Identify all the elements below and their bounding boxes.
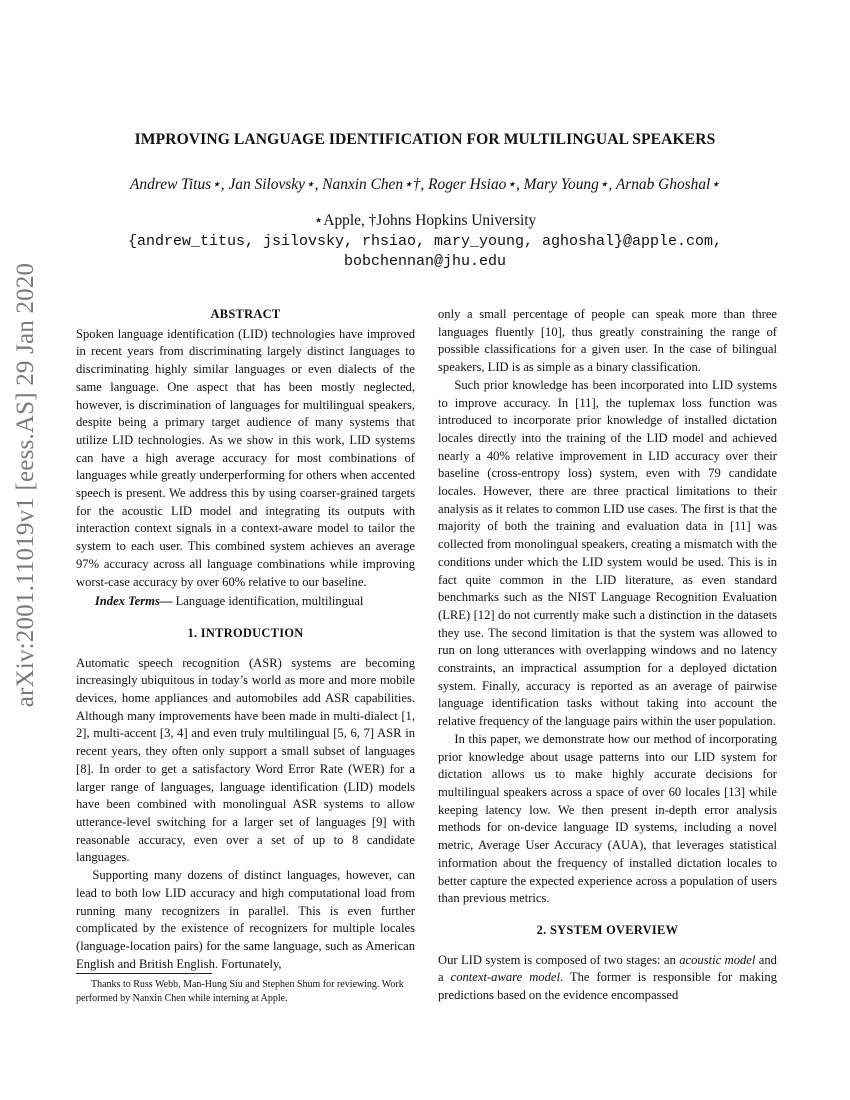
email-line-2: bobchennan@jhu.edu	[343, 253, 507, 270]
sys-text-a: Our LID system is composed of two stages: an	[438, 952, 680, 967]
email-line-1: {andrew_titus, jsilovsky, rhsiao, mary_young, aghoshal}@apple.com,	[127, 233, 723, 250]
system-overview-heading: 2. SYSTEM OVERVIEW	[536, 922, 679, 937]
paper-title: IMPROVING LANGUAGE IDENTIFICATION FOR MULTILINGUAL SPEAKERS	[134, 131, 716, 148]
sys-term-acoustic-model: acoustic model	[679, 952, 756, 967]
abstract-text: Spoken language identification (LID) technologies have improved in recent years from discriminating largely distinct languages to discriminating highly similar languages or even dialects of the same language. One aspect that has been mostly neglected, however, is discrimination of languages for multilingual speakers, despite being a primary target audience of many systems that utilize LID technologies. As we show in this work, LID systems can have a high average accuracy for most combinations of languages while greatly underperforming for others when accented speech is present. We address this by using coarser-grained targets for the acoustic LID model and integrating its outputs with interaction context signals in a context-aware model to tailor the system to each user. This combined system achieves an average 97% accuracy across all language combinations while improving worst-case accuracy by over 60% relative to our baseline.	[76, 326, 415, 589]
author-list: Andrew Titus⋆, Jan Silovsky⋆, Nanxin Chen⋆†, Roger Hsiao⋆, Mary Young⋆, Arnab Ghoshal⋆	[130, 176, 720, 193]
footnote: Thanks to Russ Webb, Man-Hung Siu and Stephen Shum for reviewing. Work performed by Nanxin Chen while interning at Apple.	[76, 979, 404, 1004]
index-terms-text: Language identification, multilingual	[175, 594, 364, 609]
sys-text-c: and a	[438, 952, 777, 985]
intro-paragraph-1: Automatic speech recognition (ASR) systems are becoming increasingly ubiquitous in today’s world as more and more mobile devices, home appliances and automobiles add ASR capabilities. Although many improvements have been made in multi-dialect [1, 2], multi-accent [3, 4] and even truly multilingual [5, 6, 7] ASR in recent years, they often only support a small subset of languages [8]. In order to get a satisfactory Word Error Rate (WER) for a larger range of languages, language identification (LID) models have been combined with monolingual ASR systems to allow utterance-level switching for a larger set of languages [9] with reasonable accuracy, even over a set of up to 8 candidate languages.	[76, 655, 415, 865]
left-column	[76, 306, 415, 973]
sys-text-e: . The former is responsible for making predictions based on the evidence encompassed	[438, 970, 777, 1003]
right-paragraph-1: only a small percentage of people can speak more than three languages fluently [10], thus greatly constraining the range of possible classifications for a given user. In the case of bilingual speakers, LID is as simple as a binary classification.	[438, 307, 777, 375]
sys-term-context-aware-model: context-aware model	[450, 970, 560, 985]
index-terms	[76, 593, 415, 611]
abstract-heading: ABSTRACT	[210, 307, 281, 321]
right-column	[438, 306, 777, 1005]
system-overview-paragraph	[438, 952, 777, 1005]
arxiv-stamp-text: arXiv:2001.11019v1 [eess.AS] 29 Jan 2020	[12, 262, 39, 708]
arxiv-stamp	[3, 262, 49, 708]
right-paragraph-2: Such prior knowledge has been incorporated into LID systems to improve accuracy. In [11], the tuplemax loss function was introduced to incorporate prior knowledge of installed dictation locales directly into the training of the LID model and achieved nearly a 40% relative improvement in LID accuracy over their baseline (cross-entropy loss) system, even with 79 candidate locales. However, there are three practical limitations to their analysis as it relates to common LID use cases. The first is that the majority of both the training and evaluation data in [11] was collected from monolingual speakers, creating a mismatch with the conditions under which the LID system would be used. This is in fact quite common in the LID literature, as even standard benchmarks such as the NIST Language Recognition Evaluation (LRE) [12] do not currently make such a distinction in the datasets they use. The second limitation is that the system was allowed to run on long utterances with overlapping windows and no latency constraints, an impractical assumption for a deployed dictation system. Finally, accuracy is reported as an average of pairwise language identification tasks without taking into account the relative frequency of the language pairs within the user population.	[438, 377, 777, 729]
affiliation: ⋆Apple, †Johns Hopkins University	[313, 212, 537, 229]
index-terms-label: Index Terms—	[94, 594, 173, 609]
right-paragraph-3: In this paper, we demonstrate how our method of incorporating prior knowledge about usage patterns into our LID system for dictation allows us to make highly accurate decisions for multilingual speakers across a space of over 60 locales [13] while keeping latency low. We then present in-depth error analysis methods for on-device language ID systems, including a novel metric, Average User Accuracy (AUA), that leverages statistical information about the frequency of installed dictation locales to better capture the expected experience across a population of users than previous metrics.	[438, 731, 777, 906]
footnote-rule	[76, 973, 212, 974]
intro-paragraph-2: Supporting many dozens of distinct languages, however, can lead to both low LID accuracy and high computational load from running many recognizers in parallel. This is even further complicated by the existence of recognizers for multiple locales (language-location pairs) for the same language, such as American English and British English. Fortunately,	[76, 868, 415, 971]
email-block	[0, 232, 850, 272]
intro-heading: 1. INTRODUCTION	[187, 625, 304, 640]
